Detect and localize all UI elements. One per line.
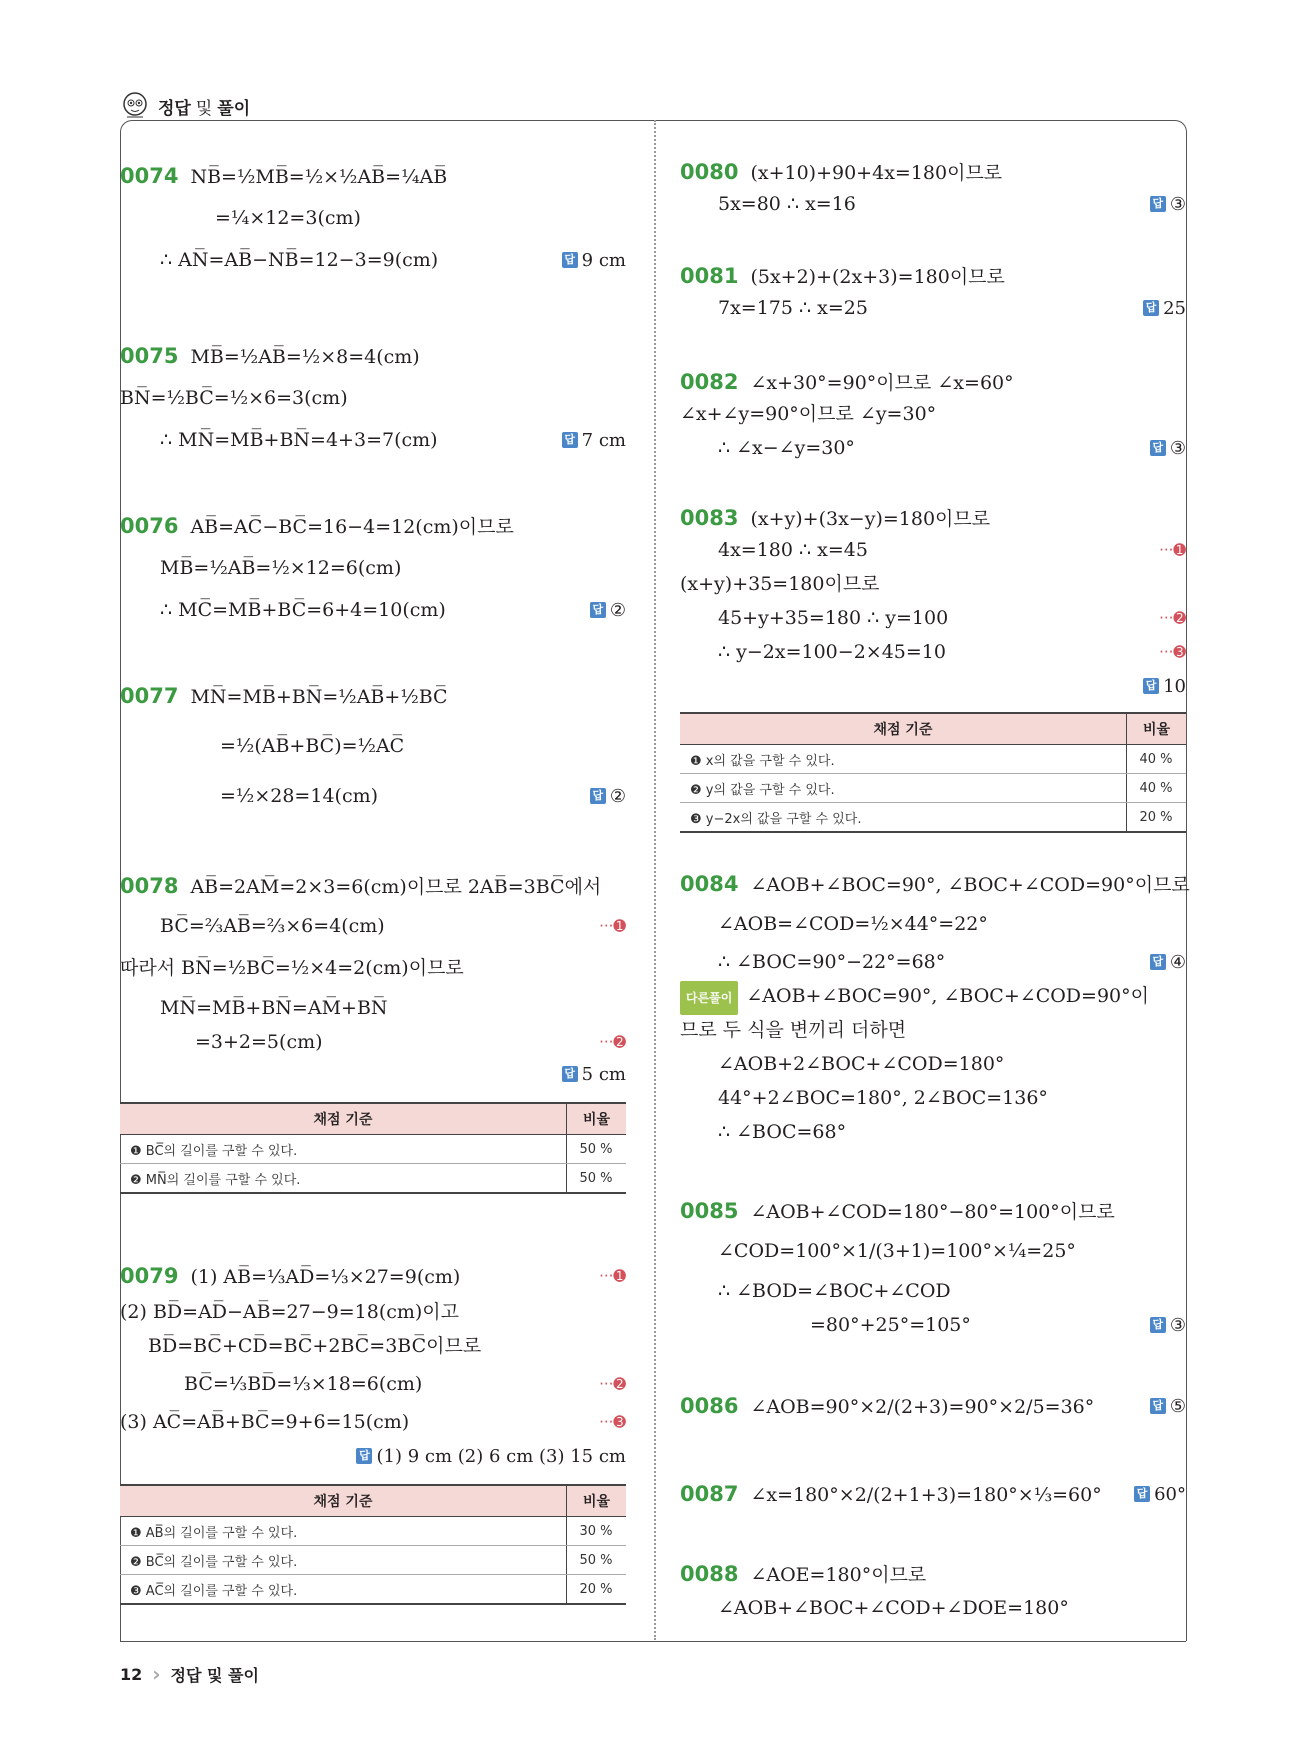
answer-icon: 답	[562, 1066, 578, 1082]
table-row	[120, 1546, 626, 1575]
eq-line: (x+10)+90+4x=180이므로	[750, 162, 1003, 184]
answer: 9 cm	[581, 249, 626, 271]
problem-number: 0084	[680, 872, 739, 896]
eq-line: =¼×12=3(cm)	[215, 207, 361, 229]
footer-rule	[120, 1641, 1186, 1642]
eq-line: ∴ ∠BOC=90°−22°=68°	[718, 951, 946, 973]
table-cell: 30 %	[567, 1517, 627, 1546]
alt-solution-tag: 다른풀이	[680, 981, 738, 1015]
table-cell: 20 %	[1127, 803, 1187, 833]
eq-line: =80°+25°=105°	[810, 1314, 971, 1336]
eq-line: 5x=80 ∴ x=16	[718, 193, 856, 215]
eq-line: MN̅=MB̅+BN̅=AM̅+BN̅	[160, 997, 388, 1019]
step-marker: ···➊	[599, 917, 626, 935]
answer: ②	[609, 599, 626, 621]
column-divider	[654, 120, 656, 1640]
table-cell: ❷ MN̅의 길이를 구할 수 있다.	[120, 1164, 567, 1194]
answer: ⑤	[1169, 1395, 1186, 1417]
problem-number: 0081	[680, 264, 739, 288]
eq-line: MB̅=½AB̅=½×12=6(cm)	[160, 557, 402, 579]
table-row	[120, 1517, 626, 1546]
step-marker: ···➋	[599, 1033, 626, 1051]
eq-line: =3+2=5(cm)	[195, 1031, 323, 1053]
eq-line: ∠COD=100°×1/(3+1)=100°×¼=25°	[718, 1240, 1076, 1262]
eq-line: ∠AOB+∠BOC=90°, ∠BOC+∠COD=90°이므로	[750, 874, 1190, 896]
answer: 10	[1163, 675, 1186, 697]
eq-line: AB̅=AC̅−BC̅=16−4=12(cm)이므로	[190, 516, 514, 538]
eq-line: ∠x+∠y=90°이므로 ∠y=30°	[680, 403, 937, 425]
footer-label: 정답 및 풀이	[170, 1665, 259, 1685]
table-cell: ❷ BC̅의 길이를 구할 수 있다.	[120, 1546, 567, 1575]
table-row	[120, 1135, 626, 1164]
header-and: 및	[195, 98, 213, 119]
table-cell: 50 %	[567, 1164, 627, 1194]
table-header: 비율	[567, 1103, 627, 1135]
problem-number: 0083	[680, 506, 739, 530]
eq-line: 4x=180 ∴ x=45	[718, 539, 868, 561]
table-cell: 40 %	[1127, 774, 1187, 803]
eq-line: ∠AOB=90°×2/(2+3)=90°×2/5=36°	[750, 1396, 1095, 1418]
eq-line: (2) BD̅=AD̅−AB̅=27−9=18(cm)이고	[120, 1301, 460, 1323]
answer-icon: 답	[1143, 678, 1159, 694]
problem-number: 0075	[120, 344, 179, 368]
eq-line: BN̅=½BC̅=½×6=3(cm)	[120, 387, 348, 409]
eq-line: ∠x=180°×2/(2+1+3)=180°×⅓=60°	[750, 1484, 1102, 1506]
table-row	[120, 1164, 626, 1194]
answer-icon: 답	[1150, 1398, 1166, 1414]
page-header	[120, 88, 250, 124]
answer-icon: 답	[1150, 954, 1166, 970]
page-number: 12	[120, 1664, 143, 1684]
table-cell: ❸ y−2x의 값을 구할 수 있다.	[680, 803, 1127, 833]
eq-line: ∴ ∠x−∠y=30°	[718, 437, 855, 459]
answer: (1) 9 cm (2) 6 cm (3) 15 cm	[376, 1445, 626, 1467]
answer: ③	[1169, 437, 1186, 459]
answer: ④	[1169, 951, 1186, 973]
table-row	[120, 1575, 626, 1605]
eq-line: ∠AOB+∠COD=180°−80°=100°이므로	[750, 1201, 1115, 1223]
eq-line: MB̅=½AB̅=½×8=4(cm)	[190, 346, 420, 368]
eq-line: 므로 두 식을 변끼리 더하면	[680, 1019, 907, 1041]
answer: 25	[1163, 297, 1186, 319]
table-header: 비율	[1127, 713, 1187, 745]
eq-line: 따라서 BN̅=½BC̅=½×4=2(cm)이므로	[120, 957, 464, 979]
eq-line: ∴ ∠BOC=68°	[718, 1121, 847, 1143]
eq-line: (3) AC̅=AB̅+BC̅=9+6=15(cm)	[120, 1411, 410, 1433]
eq-line: BC̅=⅓BD̅=⅓×18=6(cm)	[184, 1373, 423, 1395]
table-header: 채점 기준	[680, 713, 1127, 745]
step-marker: ···➊	[1159, 541, 1186, 559]
table-row	[680, 803, 1186, 833]
eq-line: 44°+2∠BOC=180°, 2∠BOC=136°	[718, 1087, 1048, 1109]
answer-icon: 답	[1143, 300, 1159, 316]
eq-line: ∴ MN̅=MB̅+BN̅=4+3=7(cm)	[160, 429, 438, 451]
eq-line: ∠AOB+∠BOC+∠COD+∠DOE=180°	[718, 1597, 1069, 1619]
table-cell: ❶ AB̅의 길이를 구할 수 있다.	[120, 1517, 567, 1546]
eq-line: BD̅=BC̅+CD̅=BC̅+2BC̅=3BC̅이므로	[148, 1335, 482, 1357]
problem-number: 0079	[120, 1264, 179, 1288]
answer-icon: 답	[1150, 440, 1166, 456]
eq-line: NB̅=½MB̅=½×½AB̅=¼AB̅	[190, 166, 448, 188]
problem-number: 0087	[680, 1482, 739, 1506]
eq-line: AB̅=2AM̅=2×3=6(cm)이므로 2AB̅=3BC̅에서	[190, 876, 602, 898]
problem-number: 0077	[120, 684, 179, 708]
eq-line: ∠AOB=∠COD=½×44°=22°	[718, 913, 988, 935]
answer: 60°	[1154, 1483, 1186, 1505]
problem-number: 0080	[680, 160, 739, 184]
table-header: 채점 기준	[120, 1103, 567, 1135]
scoring-table	[680, 712, 1186, 833]
table-cell: ❸ AC̅의 길이를 구할 수 있다.	[120, 1575, 567, 1605]
table-cell: 20 %	[567, 1575, 627, 1605]
table-cell: 50 %	[567, 1135, 627, 1164]
scoring-table	[120, 1102, 626, 1194]
eq-line: =½(AB̅+BC̅)=½AC̅	[220, 735, 405, 757]
answer: 5 cm	[581, 1063, 626, 1085]
answer-icon: 답	[562, 432, 578, 448]
eq-line: MN̅=MB̅+BN̅=½AB̅+½BC̅	[190, 686, 448, 708]
eq-line: ∴ y−2x=100−2×45=10	[718, 641, 946, 663]
table-cell: ❷ y의 값을 구할 수 있다.	[680, 774, 1127, 803]
table-row	[680, 745, 1186, 774]
eq-line: (5x+2)+(2x+3)=180이므로	[750, 266, 1005, 288]
table-cell: 40 %	[1127, 745, 1187, 774]
eq-line: =½×28=14(cm)	[220, 785, 379, 807]
problem-number: 0074	[120, 164, 179, 188]
eq-line: ∠AOE=180°이므로	[750, 1564, 927, 1586]
answer: ③	[1169, 193, 1186, 215]
table-header: 비율	[567, 1485, 627, 1517]
header-sub: 풀이	[217, 98, 251, 119]
step-marker: ···➌	[599, 1413, 626, 1431]
table-cell: ❶ x의 값을 구할 수 있다.	[680, 745, 1127, 774]
eq-line: ∠x+30°=90°이므로 ∠x=60°	[750, 372, 1014, 394]
problem-number: 0076	[120, 514, 179, 538]
step-marker: ···➋	[599, 1375, 626, 1393]
eq-line: ∠AOB+∠BOC=90°, ∠BOC+∠COD=90°이	[746, 985, 1149, 1007]
problem-number: 0086	[680, 1394, 739, 1418]
step-marker: ···➋	[1159, 609, 1186, 627]
answer-icon: 답	[1150, 196, 1166, 212]
answer-icon: 답	[562, 252, 578, 268]
answer: ③	[1169, 1314, 1186, 1336]
page-footer	[120, 1662, 259, 1686]
eq-line: (x+y)+(3x−y)=180이므로	[750, 508, 991, 530]
problem-number: 0088	[680, 1562, 739, 1586]
chevron-right-icon: ›	[152, 1662, 161, 1686]
eq-line: ∴ ∠BOD=∠BOC+∠COD	[718, 1280, 951, 1302]
step-marker: ···➌	[1159, 643, 1186, 661]
eq-line: ∴ MC̅=MB̅+BC̅=6+4=10(cm)	[160, 599, 446, 621]
problem-number: 0082	[680, 370, 739, 394]
eq-line: BC̅=⅔AB̅=⅔×6=4(cm)	[160, 915, 385, 937]
table-cell: ❶ BC̅의 길이를 구할 수 있다.	[120, 1135, 567, 1164]
problem-number: 0078	[120, 874, 179, 898]
eq-line: (x+y)+35=180이므로	[680, 573, 880, 595]
answer-icon: 답	[590, 788, 606, 804]
scoring-table	[120, 1484, 626, 1605]
mascot-icon	[120, 91, 150, 121]
header-title: 정답	[158, 98, 191, 119]
table-header: 채점 기준	[120, 1485, 567, 1517]
answer-icon: 답	[1150, 1317, 1166, 1333]
table-cell: 50 %	[567, 1546, 627, 1575]
problem-number: 0085	[680, 1199, 739, 1223]
answer-icon: 답	[590, 602, 606, 618]
eq-line: ∴ AN̅=AB̅−NB̅=12−3=9(cm)	[160, 249, 439, 271]
answer: ②	[609, 785, 626, 807]
eq-line: 45+y+35=180 ∴ y=100	[718, 607, 949, 629]
step-marker: ···➊	[599, 1267, 626, 1285]
answer-icon: 답	[356, 1448, 372, 1464]
answer: 7 cm	[581, 429, 626, 451]
eq-line: ∠AOB+2∠BOC+∠COD=180°	[718, 1053, 1005, 1075]
eq-line: 7x=175 ∴ x=25	[718, 297, 868, 319]
table-row	[680, 774, 1186, 803]
answer-icon: 답	[1134, 1486, 1150, 1502]
eq-line: (1) AB̅=⅓AD̅=⅓×27=9(cm)	[190, 1266, 461, 1288]
